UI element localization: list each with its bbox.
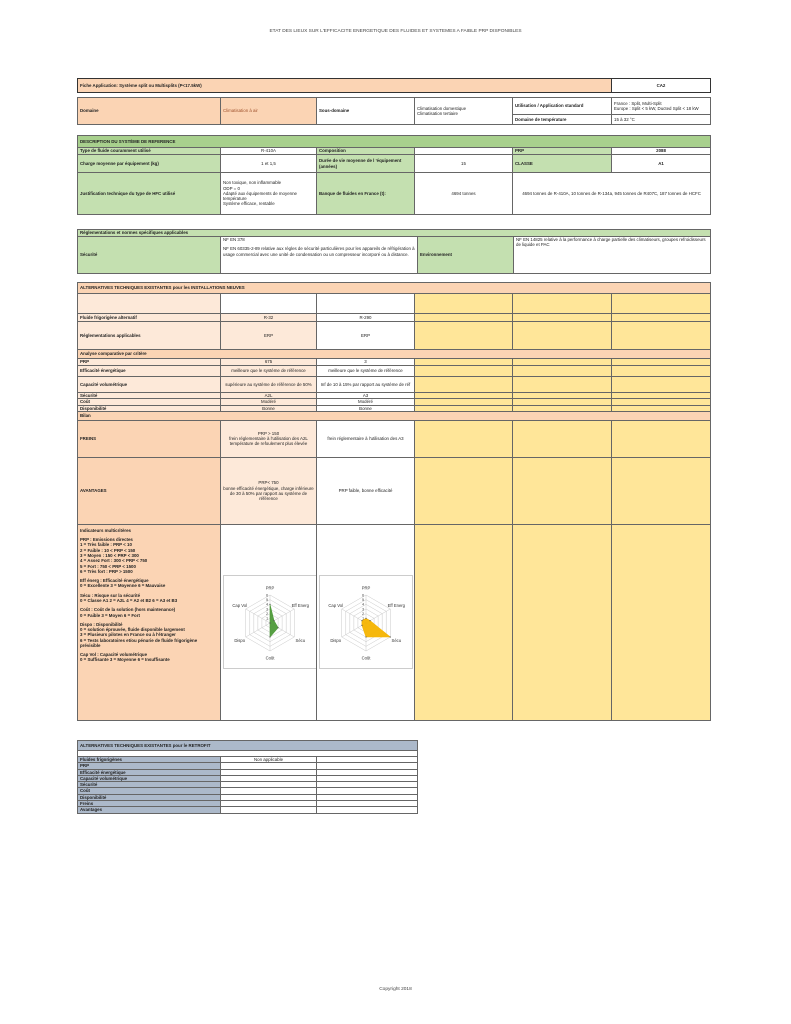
justif-1: Non toxique, non inflammable xyxy=(223,180,282,186)
fluide-alt-2: R-290 xyxy=(317,314,415,322)
radar-axis-label: Cap Vol xyxy=(232,603,248,609)
critere-capvol-1: supérieure au système de référence de 50% xyxy=(221,377,317,393)
charge-value: 1 et 1,5 xyxy=(221,155,317,173)
justif-4: Système efficace, rentable xyxy=(223,201,275,207)
utilisation-values xyxy=(612,98,711,115)
critere-cout-2: Modéré xyxy=(317,399,415,405)
ind-capvol-title: Cap Vol : Capacité volumétrique xyxy=(80,652,148,658)
critere-secu-2: A3 xyxy=(317,393,415,399)
retrofit-eff-label: Efficacité énergétique xyxy=(78,769,221,775)
radar-axis-label: Coût xyxy=(265,655,275,661)
retrofit-secu-label: Sécurité xyxy=(78,782,221,788)
freins-1-line-1: PRP > 150 xyxy=(257,430,280,436)
radar-point xyxy=(269,637,270,638)
critere-capvol-label: Capacité volumétrique xyxy=(78,377,221,393)
radar-point xyxy=(365,618,366,619)
radar-tick-label: 1 xyxy=(362,617,364,622)
radar-axis-label: Cap Vol xyxy=(328,603,344,609)
retrofit-avantages-value xyxy=(221,807,317,813)
alternatives-neuves-table xyxy=(77,282,711,721)
critere-prp-label: PRP xyxy=(78,359,221,366)
ind-prp-3: 3 = Moyen : 150 < PRP < 300 xyxy=(80,552,139,558)
radar-cell-2 xyxy=(317,524,415,720)
bilan-title: Bilan xyxy=(78,411,711,420)
temp-label: Domaine de température xyxy=(513,115,612,125)
securite-1: NF EN 378 xyxy=(223,237,245,242)
avantages-label: AVANTAGES xyxy=(78,457,221,524)
classe-value: A1 xyxy=(612,155,711,173)
ind-cout-title: Coût : Coût de la solution (hors maintenance) xyxy=(80,607,176,613)
freins-label: FREINS xyxy=(78,420,221,457)
domaine-label: Domaine xyxy=(78,98,221,125)
fluide-alt-1: R-32 xyxy=(221,314,317,322)
radar-point xyxy=(269,604,270,605)
ind-eff-title: Eff énerg : Efficacité énergétique xyxy=(80,578,149,584)
freins-alt-1 xyxy=(221,420,317,457)
duree-value: 15 xyxy=(415,155,513,173)
indicateurs-legend xyxy=(78,524,221,720)
indicateurs-title: Indicateurs multicritères xyxy=(80,527,131,533)
radar-tick-label: 1 xyxy=(266,617,268,622)
radar-point xyxy=(390,637,391,638)
radar-tick-label: 6 xyxy=(266,593,268,598)
retrofit-dispo-label: Disponibilité xyxy=(78,794,221,800)
ind-eff-line: 0 = Excellente 3 = Moyenne 6 = Mauvaise xyxy=(80,583,166,589)
ind-secu-line: 0 = Classe A1 2 = A2L 4 = A2 et B2 6 = A3 et B3 xyxy=(80,597,178,603)
fiche-code: CA2 xyxy=(612,79,711,93)
critere-eff-1: meilleure que le système de référence xyxy=(221,366,317,377)
retrofit-cout-label: Coût xyxy=(78,788,221,794)
analyse-title: Analyse comparative par critère xyxy=(78,350,711,359)
reference-section-title: DESCRIPTION DU SYSTÈME DE REFERENCE xyxy=(78,136,711,148)
banque-detail: 4694 tonnes de R-410A, 10 tonnes de R-134a, 945 tonnes de R407C, 187 tonnes de HCFC xyxy=(513,173,711,215)
type-fluide-label: Type de fluide couramment utilisé xyxy=(78,148,221,155)
reglementation-section-title: Réglementations et normes spécifiques applicables xyxy=(78,230,711,237)
reglementation-alt-1: ERP xyxy=(221,322,317,350)
prp-label: PRP xyxy=(513,148,612,155)
fluide-alt-label: Fluide frigorigène alternatif xyxy=(78,314,221,322)
retrofit-prp-label: PRP xyxy=(78,763,221,769)
radar-point xyxy=(269,623,270,624)
justif-3: Adapté aux équipements de moyenne température xyxy=(223,190,297,202)
ind-prp-4: 4 = Assez Fort : 300 < PRP < 750 xyxy=(80,558,148,564)
radar-point xyxy=(369,620,370,621)
banque-label: Banque de fluides en France (t): xyxy=(317,173,415,215)
freins-alt-2: frein réglementaire à l'utilisation des A3 xyxy=(317,420,415,457)
avantages-1-line-2: bonne efficacité énergétique, charge inférieure de 30 à 50% par rapport au système de référence xyxy=(223,485,314,502)
utilisation-2: Europe : Split < 5 kW, Ducted Split < 18 kW xyxy=(614,106,699,111)
ind-dispo-1: 0 = solution éprouvée, fluide disponible largement xyxy=(80,627,185,633)
radar-tick-label: 4 xyxy=(362,603,364,608)
radar-tick-label: 4 xyxy=(266,603,268,608)
ind-prp-2: 2 = Faible : 10 < PRP < 150 xyxy=(80,547,136,553)
critere-eff-label: Efficacité énergétique xyxy=(78,366,221,377)
securite-2: NF EN 60335-2-89 relative aux règles de sécurité particulières pour les appareils de réfrigération à usage commercial avec une unité de condensation ou un compresseur incorporé ou à distance. xyxy=(223,246,415,257)
composition-label: Composition xyxy=(317,148,415,155)
radar-tick-label: 3 xyxy=(362,607,364,612)
sous-domaine-2: Climatisation tertiaire xyxy=(417,111,458,116)
retrofit-capvol-label: Capacité volumétrique xyxy=(78,775,221,781)
reglementation-table xyxy=(77,229,711,274)
ind-capvol-line: 0 = Suffisante 3 = Moyenne 6 = Insuffisante xyxy=(80,657,170,663)
retrofit-freins-label: Freins xyxy=(78,800,221,806)
radar-point xyxy=(361,620,362,621)
radar-axis-label: Eff Energ xyxy=(291,603,310,609)
radar-chart-r290 xyxy=(319,575,413,669)
radar-tick-label: 3 xyxy=(266,607,268,612)
ind-dispo-title: Dispo : Disponibilité xyxy=(80,621,123,627)
radar-axis-label: Coût xyxy=(361,655,371,661)
avantages-1-line-1: PRP< 750 xyxy=(258,480,279,486)
critere-secu-1: A2L xyxy=(221,393,317,399)
securite-label: Sécurité xyxy=(78,237,221,274)
critere-cout-label: Coût xyxy=(78,399,221,405)
page-footer: Copyright 2018 xyxy=(379,987,412,992)
justif-2: ODP = 0 xyxy=(223,185,240,191)
domaine-value: Climatisation à air xyxy=(221,98,317,125)
avantages-alt-2: PRP faible, bonne efficacité xyxy=(317,457,415,524)
radar-axis-label: Sécu xyxy=(295,638,306,644)
radar-tick-label: 2 xyxy=(362,612,364,617)
environnement-value: NF EN 14825 relative à la performance à charge partielle des climatiseurs, groupes refroidisseurs de liquide et PAC xyxy=(514,237,711,274)
retrofit-avantages-label: Avantages xyxy=(78,807,221,813)
radar-point xyxy=(273,620,274,621)
freins-1-line-3: température de refoulement plus élevée xyxy=(229,441,308,447)
justif-label: Justification technique du type de HFC utilisé xyxy=(78,173,221,215)
radar-tick-label: 6 xyxy=(362,593,364,598)
radar-tick-label: 5 xyxy=(266,598,268,603)
ind-prp-5: 5 = Fort : 750 < PRP < 1500 xyxy=(80,563,136,569)
radar-tick-label: 5 xyxy=(362,598,364,603)
critere-capvol-2: Inf de 10 à 15% par rapport au système de réf xyxy=(317,377,415,393)
critere-dispo-2: Bonne xyxy=(317,405,415,411)
retrofit-fluides-label: Fluides frigorigènes xyxy=(78,757,221,763)
radar-point xyxy=(365,637,366,638)
retrofit-section-title: ALTERNATIVES TECHNIQUES EXISTANTES pour le RETROFIT xyxy=(78,741,418,751)
securite-values xyxy=(221,237,418,274)
environnement-label: Environnement xyxy=(418,237,514,274)
page-header: ETAT DES LIEUX SUR L'EFFICACITE ENERGETIQUE DES FLUIDES ET SYSTEMES A FAIBLE PRP DISPONIBLES xyxy=(269,29,522,34)
classe-label: CLASSE xyxy=(513,155,612,173)
critere-dispo-label: Disponibilité xyxy=(78,405,221,411)
reglementations-label: Réglementations applicables xyxy=(78,322,221,350)
temp-value: 15 à 32 °C xyxy=(612,115,711,125)
critere-prp-1: 675 xyxy=(221,359,317,366)
ind-prp-1: 1 = Très faible : PRP < 10 xyxy=(80,542,132,548)
critere-dispo-1: Bonne xyxy=(221,405,317,411)
sous-domaine-label: Sous-domaine xyxy=(317,98,415,125)
radar-axis-label: Dispo xyxy=(234,638,246,644)
prp-value: 2088 xyxy=(612,148,711,155)
retrofit-fluides-value: Non applicable xyxy=(221,757,317,763)
ind-secu-title: Sécu : Risque sur la sécurité xyxy=(80,592,141,598)
retrofit-table xyxy=(77,740,418,814)
critere-secu-label: Sécurité xyxy=(78,393,221,399)
critere-eff-2: meilleure que le système de référence xyxy=(317,366,415,377)
radar-point xyxy=(277,627,278,628)
radar-point xyxy=(361,625,362,626)
banque-value: 4694 tonnes xyxy=(415,173,513,215)
radar-chart-r32 xyxy=(223,575,317,669)
radar-axis-label: Sécu xyxy=(391,638,402,644)
reglementation-alt-2: ERP xyxy=(317,322,415,350)
radar-axis-label: PRP xyxy=(361,585,371,591)
composition-value xyxy=(415,148,513,155)
alternatives-section-title: ALTERNATIVES TECHNIQUES EXISTANTES pour les INSTALLATIONS NEUVES xyxy=(78,283,711,294)
radar-axis-label: Eff Energ xyxy=(387,603,406,609)
radar-tick-label: 2 xyxy=(266,612,268,617)
domaine-table xyxy=(77,97,711,125)
charge-label: Charge moyenne par équipement (kg) xyxy=(78,155,221,173)
reference-table xyxy=(77,135,711,215)
ind-dispo-3: 6 = Tests laboratoires et/ou pénurie de fluide frigorigène prévisible xyxy=(80,637,198,648)
sous-domaine-1: Climatisation domestique xyxy=(417,105,467,111)
ind-prp-6: 6 = Très fort : PRP > 1500 xyxy=(80,568,133,574)
critere-prp-2: 3 xyxy=(317,359,415,366)
utilisation-1: France : Split, Multi-Split xyxy=(614,100,662,106)
critere-cout-1: Modéré xyxy=(221,399,317,405)
utilisation-label: Utilisation / Application standard xyxy=(513,98,612,115)
fiche-title: Fiche Application: Système split ou Multisplits (P<17.5kW) xyxy=(78,79,612,93)
freins-1-line-2: frein réglementaire à l'utilisation des A2L xyxy=(229,436,308,442)
justif-values xyxy=(221,173,317,215)
radar-series-area xyxy=(362,619,390,638)
ind-prp-title: PRP : Emissions directes xyxy=(80,537,133,543)
avantages-alt-1 xyxy=(221,457,317,524)
ind-cout-line: 0 = Faible 3 = Moyen 6 = Fort xyxy=(80,612,140,618)
sous-domaine-values xyxy=(415,98,513,125)
duree-label: Durée de vie moyenne de l 'équipement (années) xyxy=(317,155,415,173)
radar-cell-1 xyxy=(221,524,317,720)
radar-axis-label: Dispo xyxy=(330,638,342,644)
fiche-header-table xyxy=(77,78,711,93)
ind-dispo-2: 3 = Plusieurs pilotes en France ou à l'étranger xyxy=(80,632,176,638)
radar-axis-label: PRP xyxy=(265,585,275,591)
type-fluide-value: R-410A xyxy=(221,148,317,155)
